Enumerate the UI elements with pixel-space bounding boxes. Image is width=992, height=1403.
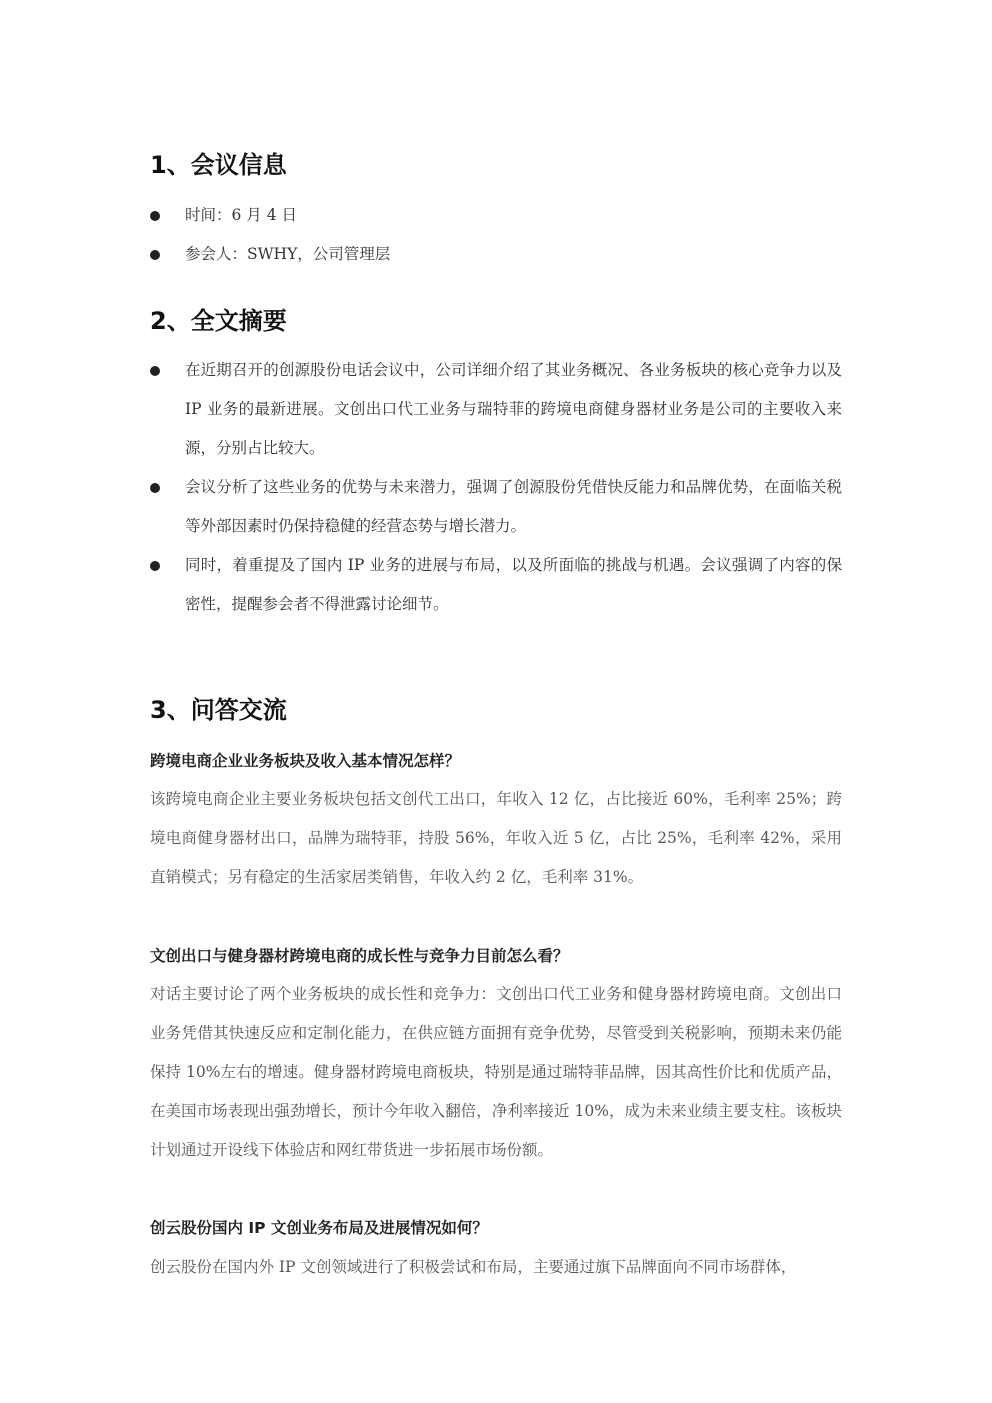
bullet-dot-icon xyxy=(150,561,160,571)
list-item-text: 参会人：SWHY，公司管理层 xyxy=(185,245,391,263)
qa-answer: 该跨境电商企业主要业务板块包括文创代工出口，年收入 12 亿，占比接近 60%，毛利率 25%；跨境电商健身器材出口，品牌为瑞特菲，持股 56%，年收入近 5 亿，占比 25%，毛利率 42%，采用直销模式；另有稳定的生活家居类销售，年收入约 2 亿，毛利率 31%。 xyxy=(150,790,842,886)
list-item xyxy=(150,235,842,274)
list-item xyxy=(150,196,842,235)
list-item-text: 会议分析了这些业务的优势与未来潜力，强调了创源股份凭借快反能力和品牌优势，在面临关税等外部因素时仍保持稳健的经营态势与增长潜力。 xyxy=(185,478,842,535)
qa-question: 跨境电商企业业务板块及收入基本情况怎样？ xyxy=(150,752,461,770)
section-title-meeting-info: 1、会议信息 xyxy=(150,151,287,179)
list-item xyxy=(150,546,842,624)
qa-answer: 创云股份在国内外 IP 文创领域进行了积极尝试和布局，主要通过旗下品牌面向不同市场群体， xyxy=(150,1258,797,1276)
bullet-dot-icon xyxy=(150,211,160,221)
qa-question: 创云股份国内 IP 文创业务布局及进展情况如何？ xyxy=(150,1219,488,1237)
section-title-qa: 3、问答交流 xyxy=(150,696,287,724)
meeting-info-list xyxy=(150,196,842,274)
summary-list xyxy=(150,351,842,624)
qa-question: 文创出口与健身器材跨境电商的成长性与竞争力目前怎么看？ xyxy=(150,947,569,965)
list-item xyxy=(150,351,842,468)
qa-answer: 对话主要讨论了两个业务板块的成长性和竞争力：文创出口代工业务和健身器材跨境电商。文创出口业务凭借其快速反应和定制化能力，在供应链方面拥有竞争优势，尽管受到关税影响，预期未来仍能保持 10%左右的增速。健身器材跨境电商板块，特别是通过瑞特菲品牌，因其高性价比和优质产品，在美国市场表现出强劲增长，预计今年收入翻倍，净利率接近 10%，成为未来业绩主要支柱。该板块计划通过开设线下体验店和网红带货进一步拓展市场份额。 xyxy=(150,985,842,1159)
list-item-text: 同时，着重提及了国内 IP 业务的进展与布局，以及所面临的挑战与机遇。会议强调了内容的保密性，提醒参会者不得泄露讨论细节。 xyxy=(185,556,842,613)
section-title-summary: 2、全文摘要 xyxy=(150,307,287,335)
list-item xyxy=(150,468,842,546)
list-item-text: 在近期召开的创源股份电话会议中，公司详细介绍了其业务概况、各业务板块的核心竞争力以及 IP 业务的最新进展。文创出口代工业务与瑞特菲的跨境电商健身器材业务是公司的主要收入来源，分别占比较大。 xyxy=(185,361,842,457)
bullet-dot-icon xyxy=(150,250,160,260)
list-item-text: 时间：6 月 4 日 xyxy=(185,206,298,224)
bullet-dot-icon xyxy=(150,483,160,493)
bullet-dot-icon xyxy=(150,366,160,376)
